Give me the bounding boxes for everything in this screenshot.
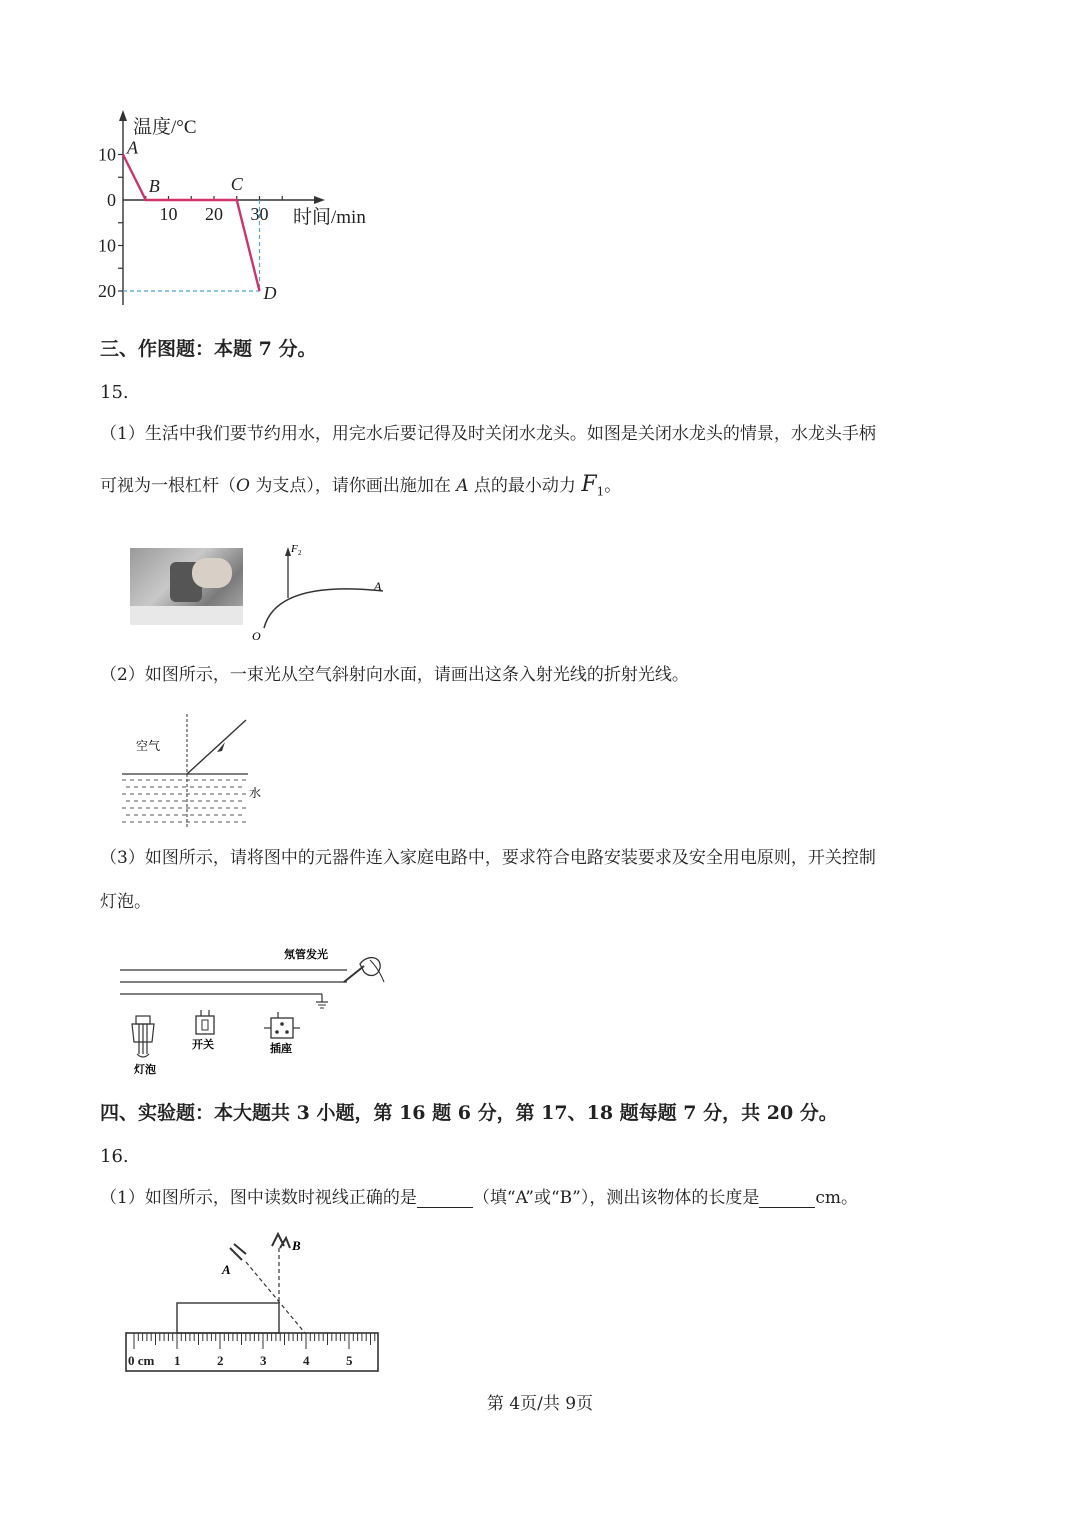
- point-label-a: A: [127, 137, 138, 158]
- q15-p3-line2: 灯泡。: [100, 892, 151, 912]
- refraction-diagram: [118, 712, 278, 830]
- eye-a-icon: [230, 1244, 246, 1260]
- q16-p1: [100, 1188, 858, 1208]
- f2-subscript: 2: [298, 549, 302, 557]
- lever-point-o: O: [252, 629, 261, 643]
- ruler-label: 2: [217, 1353, 224, 1368]
- neon-label: 氖管发光: [284, 949, 328, 961]
- temperature-chart: [90, 105, 390, 315]
- q15-p3-line1: （3）如图所示，请将图中的元器件连入家庭电路中，要求符合电路安装要求及安全用电原则，开关控制: [100, 848, 876, 868]
- q15-p1-text-a: 可视为一根杠杆（: [100, 476, 236, 496]
- q16-p1-text-c: cm。: [815, 1188, 859, 1208]
- bulb-label: 灯泡: [134, 1064, 156, 1076]
- q15-p1-end: 。: [604, 476, 622, 496]
- ruler-label: 4: [303, 1353, 310, 1368]
- lever-point-a: A: [374, 579, 382, 593]
- y-tick-label: 0: [107, 190, 116, 210]
- q16-number: 16.: [100, 1146, 129, 1167]
- answer-blank-1[interactable]: [417, 1189, 473, 1208]
- ruler-diagram: [122, 1230, 384, 1375]
- q15-p1-text-c: 点的最小动力: [468, 476, 582, 496]
- section4-heading: 四、实验题：本大题共 3 小题，第 16 题 6 分，第 17、18 题每题 7 分，共 20 分。: [100, 1102, 838, 1124]
- section3-heading: 三、作图题：本题 7 分。: [100, 338, 317, 360]
- q15-p2: （2）如图所示，一束光从空气斜射向水面，请画出这条入射光线的折射光线。: [100, 665, 689, 685]
- eye-b-label: B: [292, 1238, 301, 1253]
- f2-label: F: [291, 543, 298, 555]
- y-tick-label: 10: [98, 235, 116, 256]
- point-label-d: D: [263, 283, 277, 303]
- lever-diagram: [248, 538, 398, 643]
- circuit-diagram: [112, 942, 392, 1077]
- socket-icon: [264, 1012, 300, 1038]
- chart-ylabel: 温度/°C: [133, 117, 197, 138]
- ruler-label: 1: [174, 1353, 181, 1368]
- eye-b-icon: [272, 1234, 290, 1248]
- y-tick-label: 20: [98, 281, 116, 301]
- switch-label: 开关: [192, 1039, 214, 1051]
- q15-number: 15.: [100, 382, 129, 403]
- switch-icon: [196, 1010, 214, 1034]
- force-symbol: F: [581, 472, 597, 497]
- x-tick-label: 30: [250, 204, 269, 224]
- x-tick-label: 10: [159, 204, 178, 224]
- q16-p1-text-a: （1）如图所示，图中读数时视线正确的是: [100, 1188, 417, 1208]
- point-label-b: B: [148, 176, 160, 196]
- bulb-icon: [132, 1016, 154, 1057]
- q15-p1-line2: [100, 472, 621, 499]
- ruler-label: 5: [346, 1353, 353, 1368]
- chart-xlabel: 时间/min: [293, 207, 366, 228]
- page-footer: 第 4页/共 9页: [486, 1394, 594, 1414]
- x-tick-label: 20: [205, 204, 223, 224]
- socket-label: 插座: [270, 1043, 292, 1055]
- point-label-c: C: [230, 174, 243, 194]
- fulcrum-letter: O: [236, 476, 250, 496]
- answer-blank-2[interactable]: [759, 1189, 815, 1208]
- force-subscript: 1: [596, 484, 605, 499]
- water-label: 水: [249, 786, 262, 800]
- faucet-photo: [130, 548, 243, 625]
- q15-p1-text-b: 为支点），请你画出施加在: [249, 476, 457, 496]
- point-letter: A: [456, 476, 469, 496]
- ruler-label: 0 cm: [128, 1353, 155, 1368]
- q16-p1-text-b: （填“A”或“B”），测出该物体的长度是: [472, 1188, 760, 1208]
- ruler-label: 3: [260, 1353, 267, 1368]
- eye-a-label: A: [222, 1262, 231, 1277]
- q15-p1-line1: （1）生活中我们要节约用水，用完水后要记得及时关闭水龙头。如图是关闭水龙头的情景，水龙头手柄: [100, 424, 876, 444]
- y-tick-label: 10: [98, 144, 116, 165]
- air-label: 空气: [136, 739, 161, 753]
